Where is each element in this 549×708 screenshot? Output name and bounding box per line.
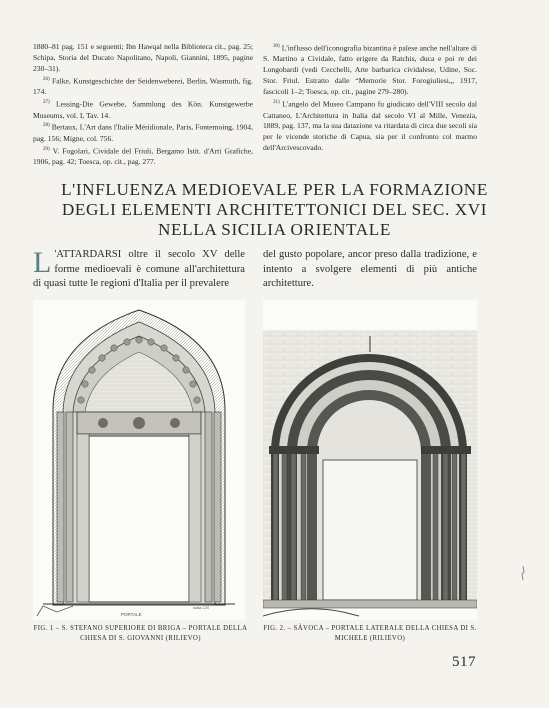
- footnote: $^{26)}$ Falke, Kunstgeschichte der Seidenweberei, Berlin, Wasmuth, fig. 174.: [33, 76, 253, 97]
- title-line: DEGLI ELEMENTI ARCHITETTONICI DEL SEC. XVI: [61, 200, 488, 219]
- body-paragraph: del gusto popolare, ancor preso dalla tradizione, e intento a svolgere elementi di più antiche architetture.: [263, 249, 477, 290]
- title-line: L'INFLUENZA MEDIOEVALE PER LA FORMAZIONE: [61, 180, 488, 199]
- footnotes-right: [263, 42, 477, 154]
- body-column-right: [263, 248, 477, 292]
- portal-1-illustration: [33, 300, 245, 620]
- scale-label: PORTALE: [121, 612, 142, 617]
- portal-2-illustration: [263, 300, 477, 620]
- drop-cap: L: [33, 246, 52, 279]
- footnote: $^{28)}$ Bertaux, L'Art dans l'Italie Méridionale, Paris, Fontemoing, 1904, pag. 156; Migne, col. 756.: [33, 122, 253, 143]
- footnote: $^{30)}$ L'influsso dell'iconografia bizantina è palese anche nell'altare di S. Martino a Cividale, fatto erigere da Ratchis, duca e poi re dei Longobardi (vedi Cecchelli, Arte barbarica cividalese, Udine, Soc. Stor. Friul. Estratto dalle “Memorie Stor. Forogiuliesi„, 1917, fascicoli 1–2; Toesca, op. cit., pagine 279–280).: [263, 43, 477, 97]
- figure-2-portal-drawing: [263, 300, 477, 620]
- body-column-left: [33, 248, 245, 292]
- article-title: [20, 180, 529, 240]
- margin-mark: [519, 566, 527, 580]
- footnote: 1880–81 pag. 151 e seguenti; Ibn Hawqal nella Biblioteca cit., pag. 25; Schipa, Storia del Ducato Napolitano, Napoli, Giannini, 1895, pagine 230–31).: [33, 42, 253, 73]
- figure-1-portal-drawing: [33, 300, 245, 620]
- footnote: $^{29)}$ V. Fogolari, Cividale del Friuli, Bergamo Istit. d'Arti Grafiche, 1906, pag. 42; Toesca, op. cit., pag. 277.: [33, 146, 253, 167]
- figure-1-caption: FIG. 1 – S. STEFANO SUPERIORE DI BRIGA – PORTALE DELLA CHIESA DI S. GIOVANNI (RILIEVO): [33, 625, 248, 642]
- footnote: $^{27)}$ Lessing-Die Gewebe, Sammlung des Kön. Kunstgewerbe Museums, vol. I, Tav. 14.: [33, 99, 253, 120]
- page-number: 517: [452, 654, 476, 670]
- title-line: NELLA SICILIA ORIENTALE: [158, 220, 391, 239]
- body-paragraph: 'ATTARDARSI oltre il secolo XV delle forme medioevali è comune all'architettura di quasi tutte le regioni d'Italia per il prevalere: [33, 249, 245, 290]
- figure-2-caption: FIG. 2. – SÀVOCA – PORTALE LATERALE DELLA CHIESA DI S. MICHELE (RILIEVO): [263, 625, 477, 642]
- scale-note: scala 1:20: [193, 606, 209, 610]
- footnotes-left: [33, 42, 253, 168]
- footnote: $^{31)}$ L'angelo del Museo Campano fu giudicato dell'VIII secolo dal Cattaneo, L'Architettura in Italia dal secolo VI al Mille, Venezia, 1889, pag. 137, ma la sua datazione va ritardata di circa due secoli sia per le vicende storiche di Capua, sia per il confronto col marmo dell'Arcivescovado.: [263, 99, 478, 153]
